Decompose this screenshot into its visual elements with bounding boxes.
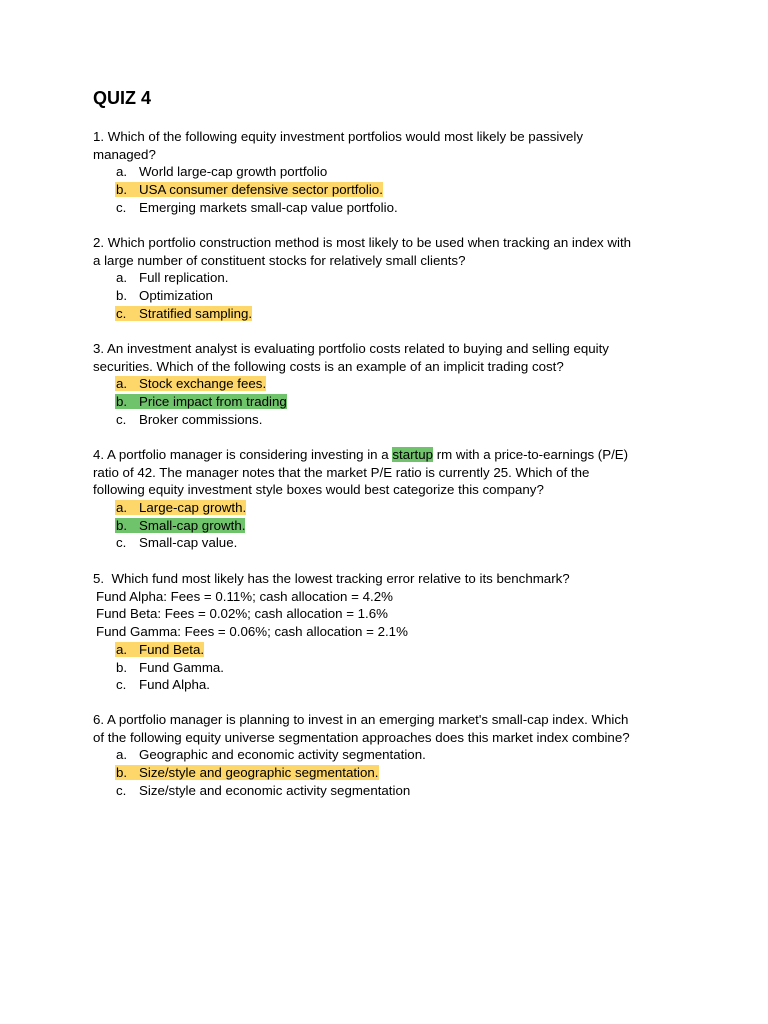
option-b (93, 764, 678, 782)
option-b (93, 181, 678, 199)
option-letter: a. (116, 164, 128, 180)
option-letter: c. (116, 411, 127, 427)
option-c (93, 676, 678, 694)
option-text: Small-cap value. (139, 535, 238, 551)
option-c (93, 782, 678, 800)
option-letter: a. (116, 270, 128, 286)
options-list (93, 499, 678, 552)
option-c (93, 305, 678, 323)
question-stem-line: following equity investment style boxes would best categorize this company? (93, 482, 544, 498)
option-text: Size/style and economic activity segmentation (139, 782, 411, 798)
question-stem-line: 1. Which of the following equity investment portfolios would most likely be passively (93, 129, 583, 144)
fund-line: Fund Alpha: Fees = 0.11%; cash allocation = 4.2% (96, 588, 393, 604)
option-text: Emerging markets small-cap value portfolio. (139, 199, 398, 215)
option-b (93, 393, 678, 411)
option-a (93, 746, 678, 764)
option-a (93, 269, 678, 287)
fund-line: Fund Gamma: Fees = 0.06%; cash allocation = 2.1% (96, 624, 408, 640)
question-stem-line: securities. Which of the following costs is an example of an implicit trading cost? (93, 358, 564, 374)
options-list (93, 163, 678, 216)
option-letter: a. (116, 500, 128, 516)
options-list (93, 746, 678, 799)
option-text: Geographic and economic activity segmentation. (139, 747, 426, 763)
option-c (93, 534, 678, 552)
option-text: Stratified sampling. (139, 305, 253, 321)
option-text: Broker commissions. (139, 411, 263, 427)
option-letter: c. (116, 199, 127, 215)
question-stem-line: managed? (93, 146, 156, 162)
option-letter: c. (116, 305, 127, 321)
option-text: Small-cap growth. (139, 517, 246, 533)
stem-text: 4. A portfolio manager is considering investing in a (93, 447, 393, 462)
question-stem-line: 6. A portfolio manager is planning to invest in an emerging market's small-cap index. Which (93, 712, 629, 727)
highlighted-word: startup (392, 447, 434, 462)
option-text: Large-cap growth. (139, 500, 247, 516)
option-text: USA consumer defensive sector portfolio. (139, 182, 383, 198)
stem-text: rm with a price-to-earnings (P/E) (433, 447, 629, 462)
question-stem-line: of the following equity universe segmentation approaches does this market index combine? (93, 729, 630, 745)
question-4 (93, 446, 678, 552)
option-letter: a. (116, 376, 128, 392)
option-b (93, 517, 678, 535)
question-stem-line: ratio of 42. The manager notes that the market P/E ratio is currently 25. Which of the (93, 464, 590, 480)
option-letter: b. (116, 394, 128, 410)
option-letter: c. (116, 677, 127, 693)
option-b (93, 659, 678, 677)
option-text: Price impact from trading (139, 394, 287, 410)
option-letter: b. (116, 288, 128, 304)
option-c (93, 411, 678, 429)
option-letter: b. (116, 182, 128, 198)
option-letter: c. (116, 535, 127, 551)
options-list (93, 641, 678, 694)
option-text: Full replication. (139, 270, 229, 286)
question-stem-line: a large number of constituent stocks for relatively small clients? (93, 252, 466, 268)
option-a (93, 499, 678, 517)
option-letter: c. (116, 782, 127, 798)
option-letter: b. (116, 765, 128, 781)
option-text: World large-cap growth portfolio (139, 164, 328, 180)
option-text: Fund Beta. (139, 641, 205, 657)
question-3 (93, 340, 678, 428)
question-5 (93, 570, 678, 694)
page-title: QUIZ 4 (93, 88, 152, 108)
question-6 (93, 711, 678, 799)
option-letter: b. (116, 517, 128, 533)
option-text: Fund Alpha. (139, 677, 210, 693)
options-list (93, 375, 678, 428)
option-b (93, 287, 678, 305)
question-stem-line: 2. Which portfolio construction method is most likely to be used when tracking an index with (93, 235, 632, 250)
question-stem-line: 3. An investment analyst is evaluating portfolio costs related to buying and selling equity (93, 341, 609, 356)
option-letter: a. (116, 747, 128, 763)
question-1 (93, 128, 678, 216)
option-text: Optimization (139, 288, 213, 304)
option-text: Size/style and geographic segmentation. (139, 765, 379, 781)
option-text: Fund Gamma. (139, 659, 224, 675)
question-stem-line (93, 446, 678, 464)
question-2 (93, 234, 678, 322)
fund-line: Fund Beta: Fees = 0.02%; cash allocation = 1.6% (96, 606, 388, 622)
option-c (93, 199, 678, 217)
option-text: Stock exchange fees. (139, 376, 267, 392)
option-a (93, 641, 678, 659)
option-letter: a. (116, 641, 128, 657)
option-a (93, 163, 678, 181)
question-stem-line: 5. Which fund most likely has the lowest tracking error relative to its benchmark? (93, 571, 570, 586)
options-list (93, 269, 678, 322)
option-a (93, 375, 678, 393)
option-letter: b. (116, 659, 128, 675)
